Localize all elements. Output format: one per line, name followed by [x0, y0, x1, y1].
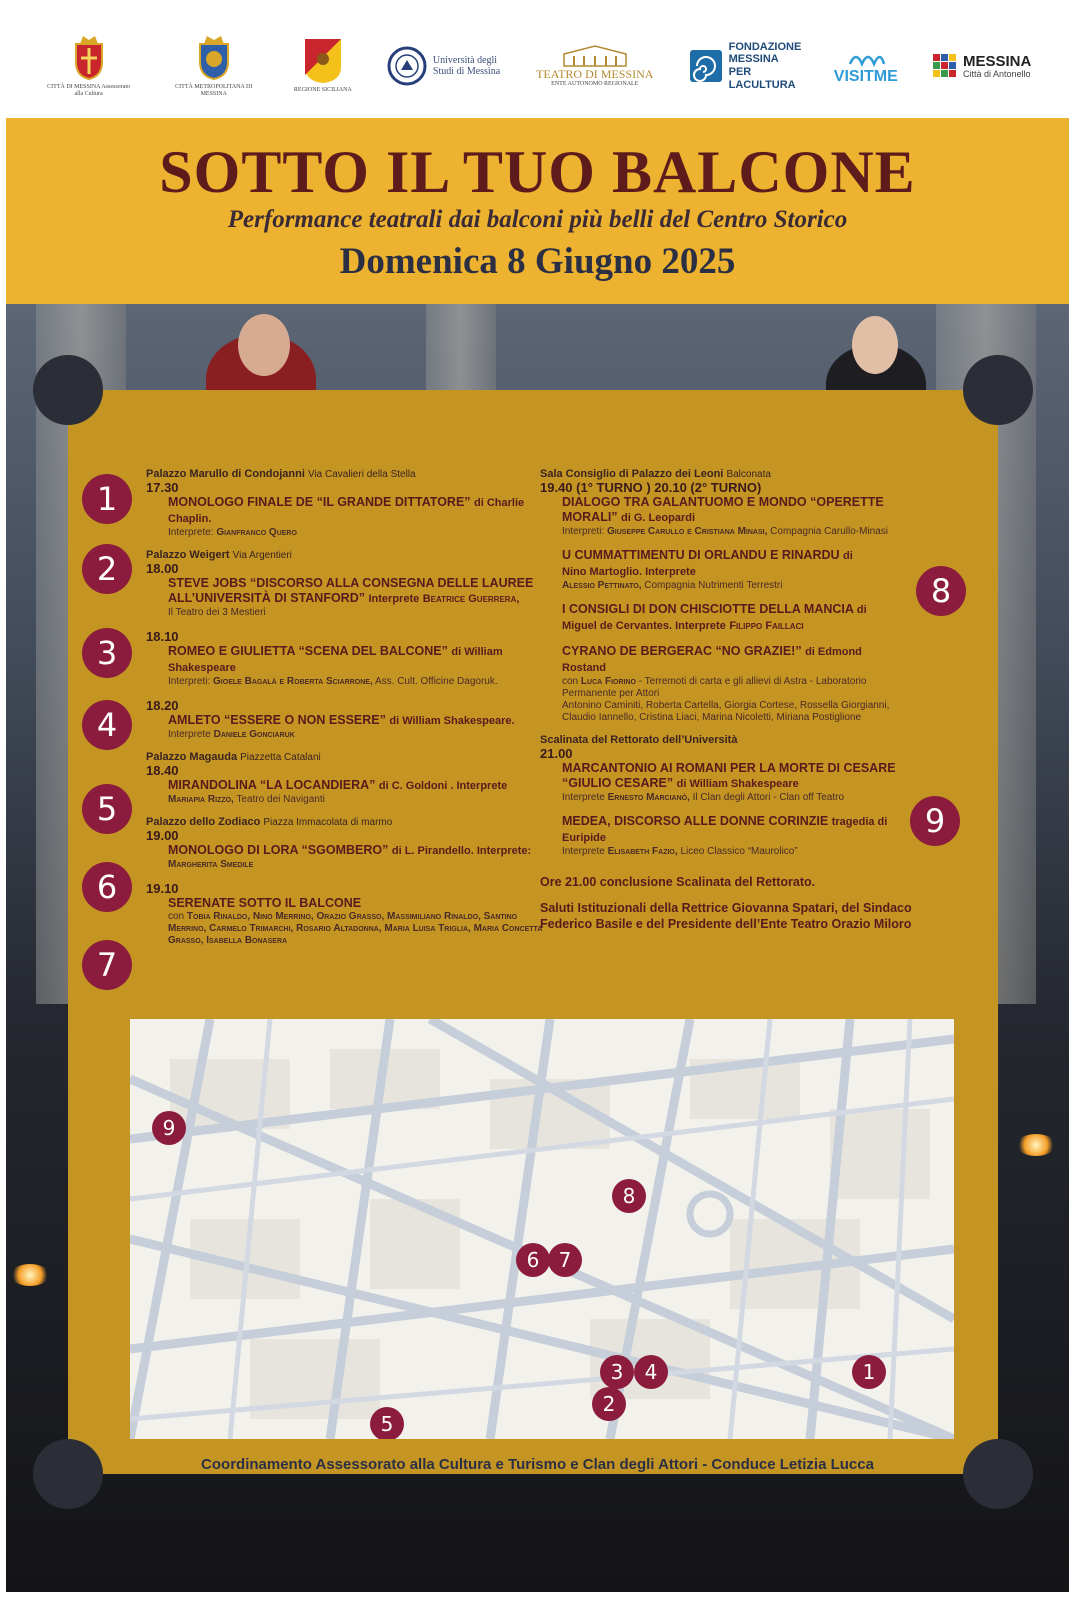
event-title [540, 644, 900, 676]
map-pin-2[interactable]: 2 [592, 1387, 626, 1421]
event-time: 19.40 (1° TURNO ) 20.10 (2° TURNO) [540, 480, 762, 495]
logo-text: MESSINA [962, 52, 1032, 70]
event-title-text: ROMEO E GIULIETTA “SCENA DEL BALCONE” [168, 644, 448, 658]
event-author: di William Shakespeare [676, 778, 799, 790]
event-title [540, 761, 900, 792]
venue-label: Palazzo dello Zodiaco [146, 816, 261, 828]
badge-7: 7 [82, 940, 132, 990]
event-3 [146, 629, 546, 688]
event-8a [540, 468, 940, 538]
credits-name: Filippo Faillaci [729, 620, 804, 632]
event-time: 21.00 [540, 746, 573, 761]
event-9a [540, 734, 900, 804]
event-title [146, 713, 546, 729]
event-title-text: I CONSIGLI DI DON CHISCIOTTE DELLA MANCIA [562, 602, 854, 616]
credits-company: Teatro dei Naviganti [236, 794, 325, 805]
actor-head [852, 316, 898, 374]
event-title-text: STEVE JOBS “DISCORSO ALLA CONSEGNA DELLE LAUREE ALL’UNIVERSITÀ DI STANFORD” [168, 576, 534, 605]
event-credits: Il Teatro dei 3 Mestieri [168, 607, 266, 618]
logo-citta-metropolitana [169, 34, 259, 98]
venue-label: Palazzo Magauda [146, 751, 238, 763]
credits-name: Alessio Pettinato, [562, 580, 642, 591]
event-time: 18.10 [146, 629, 179, 644]
credits-name: Giuseppe Carullo e Cristiana Minasi, [607, 526, 768, 537]
badge-3: 3 [82, 628, 132, 678]
map-pin-5[interactable]: 5 [370, 1407, 404, 1439]
event-author: di G. Leopardi [621, 512, 695, 524]
logo-text: TEATRO DI MESSINA [536, 66, 654, 81]
logo-messina-antonello [933, 54, 1031, 79]
venue-address: Via Argentieri [232, 550, 292, 561]
event-8c [540, 602, 900, 634]
credits-label: Interprete [562, 792, 605, 803]
credits-label: con [168, 911, 185, 922]
logo-caption: ENTE AUTONOMO REGIONALE [551, 81, 639, 88]
theatre-facade-icon [560, 44, 630, 68]
venue-name [540, 468, 940, 480]
venue-address: Balconata [726, 469, 771, 480]
event-credits [540, 792, 900, 804]
panel-notch [963, 1439, 1033, 1509]
event-title-text: MIRANDOLINA “LA LOCANDIERA” [168, 778, 376, 792]
event-title-text: MARCANTONIO AI ROMANI PER LA MORTE DI CESARE “GIULIO CESARE” [562, 761, 896, 790]
event-2 [146, 549, 546, 619]
page-title: SOTTO IL TUO BALCONE [159, 139, 916, 205]
credits-company: Liceo Classico “Maurolico” [680, 846, 798, 857]
badge-6: 6 [82, 862, 132, 912]
venue-name [146, 816, 546, 828]
event-credits [146, 527, 546, 539]
logo-bar [6, 14, 1069, 118]
venue-name [146, 549, 546, 561]
event-time: 17.30 [146, 480, 179, 495]
venue-label: Sala Consiglio di Palazzo dei Leoni [540, 468, 724, 480]
logo-text: Università degli Studi di Messina [432, 54, 501, 77]
event-title-text: CYRANO DE BERGERAC “NO GRAZIE!” [562, 644, 802, 658]
venue-address: Via Cavalieri della Stella [307, 469, 416, 480]
logo-unime [387, 46, 501, 86]
event-8b [540, 548, 880, 592]
credits-company: Ass. Cult. Officine Dagoruk. [374, 676, 498, 687]
logo-fondazione [689, 40, 802, 92]
event-credits [146, 859, 546, 871]
credits-name: Elisabeth Fazio, [607, 846, 678, 857]
event-title-text: MONOLOGO DI LORA “SGOMBERO” [168, 843, 389, 857]
logo-caption: REGIONE SICILIANA [293, 87, 352, 94]
credits-company: Il Clan degli Attori - Clan off Teatro [692, 792, 845, 803]
event-9b [540, 814, 900, 858]
event-title [146, 644, 546, 676]
credits-label: Interprete [168, 729, 211, 740]
badge-9: 9 [910, 796, 960, 846]
credits-label: Interpreti: [562, 526, 605, 537]
logo-citta-messina [44, 34, 134, 98]
event-title [540, 495, 940, 526]
event-credits [146, 794, 546, 806]
credits-company: Compagnia Nutrimenti Terrestri [644, 580, 783, 591]
credits-name: Daniele Gonciaruk [213, 729, 295, 740]
torch-icon [10, 1264, 50, 1286]
map-pin-4[interactable]: 4 [634, 1355, 668, 1389]
map-pin-6[interactable]: 6 [516, 1243, 550, 1277]
event-title-text: MEDEA, DISCORSO ALLE DONNE CORINZIE [562, 814, 829, 828]
waves-icon [846, 46, 886, 68]
event-credits [540, 676, 900, 700]
event-credits [146, 729, 546, 741]
page-subtitle: Performance teatrali dai balconi più belli del Centro Storico [227, 206, 848, 233]
credits-label: Interprete: [168, 527, 214, 538]
logo-visitme [834, 46, 898, 86]
event-time: 18.00 [146, 561, 179, 576]
torch-icon [1016, 1134, 1056, 1156]
event-author: di William Shakespeare. [389, 715, 515, 727]
actress-head [238, 314, 290, 376]
event-time: 18.20 [146, 698, 179, 713]
event-title [146, 778, 546, 794]
program-left-column [146, 468, 546, 957]
event-author: di C. Goldoni . Interprete [378, 780, 508, 792]
credits-label: Interprete [562, 846, 605, 857]
event-author: di Edmond Rostand [562, 646, 862, 674]
event-author: Interprete [368, 593, 420, 605]
coat-of-arms-icon [196, 34, 232, 80]
event-4 [146, 698, 546, 741]
logo-teatro-messina [536, 44, 653, 89]
event-8d [540, 644, 900, 724]
logo-regione-siciliana [294, 37, 352, 94]
event-title [540, 548, 880, 580]
credits-name: Margherita Smedile [168, 859, 254, 870]
footer-credits: Coordinamento Assessorato alla Cultura e Turismo e Clan degli Attori - Conduce Letizia Lucca [201, 1456, 874, 1473]
event-title [540, 814, 900, 846]
badge-5: 5 [82, 784, 132, 834]
event-author: tragedia di Euripide [562, 816, 888, 844]
event-time: 18.40 [146, 763, 179, 778]
event-credits [540, 526, 940, 538]
event-title [146, 896, 546, 911]
program-right-column [540, 468, 940, 942]
event-author: di Nino Martoglio. Interprete [562, 550, 853, 578]
spiral-icon [689, 49, 723, 83]
event-credits [146, 911, 546, 947]
event-author: di Charlie Chaplin. [168, 497, 525, 525]
badge-4: 4 [82, 700, 132, 750]
event-map[interactable] [130, 1019, 954, 1439]
event-title [146, 576, 546, 607]
badge-2: 2 [82, 544, 132, 594]
trinacria-shield-icon [303, 37, 343, 83]
logo-caption: CITTÀ METROPOLITANA DI MESSINA [175, 83, 253, 97]
credits-name: Ernesto Marcianò, [607, 792, 690, 803]
event-6 [146, 816, 546, 871]
event-title-text: U CUMMATTIMENTU DI ORLANDU E RINARDU [562, 548, 840, 562]
event-cast: Antonino Caminiti, Roberta Cartella, Giorgia Cortese, Rossella Giorgianni, Claudio Iannello, Cristina Liaci, Marina Nicoletti, Miriana Postiglione [562, 700, 890, 723]
logo-caption: CITTÀ DI MESSINA Assessorato alla Cultura [47, 83, 130, 97]
credits-name: Gianfranco Quero [216, 527, 297, 538]
event-date: Domenica 8 Giugno 2025 [339, 241, 736, 282]
event-credits [146, 676, 546, 688]
map-pin-1[interactable]: 1 [852, 1355, 886, 1389]
credits-label: con [562, 676, 579, 687]
map-pin-8[interactable]: 8 [612, 1179, 646, 1213]
badge-1: 1 [82, 474, 132, 524]
credits-name: Gioele Bagalà e Roberta Sciarrone, [213, 676, 373, 687]
panel-notch [33, 1439, 103, 1509]
logo-subtext: Città di Antonello [962, 68, 1031, 79]
event-time: 19.00 [146, 828, 179, 843]
venue-address: Piazza Immacolata di marmo [263, 817, 393, 828]
venue-name: Scalinata del Rettorato dell’Università [540, 734, 738, 746]
credits-name: Luca Fiorino [580, 676, 636, 687]
venue-address: Piazzetta Catalani [240, 752, 321, 763]
event-title-text: MONOLOGO FINALE DE “IL GRANDE DITTATORE” [168, 495, 471, 509]
event-credits [540, 580, 880, 592]
street-map [130, 1019, 954, 1439]
credits-label: Interpreti: [168, 676, 211, 687]
event-author: di William Shakespeare [168, 646, 503, 674]
closing-note: Ore 21.00 conclusione Scalinata del Rettorato. [540, 875, 816, 889]
coat-of-arms-icon [72, 34, 106, 80]
institutional-greetings: Saluti Istituzionali della Rettrice Giovanna Spatari, del Sindaco Federico Basile e del Presidente dell’Ente Teatro Orazio Miloro [540, 901, 912, 931]
venue-name [146, 751, 546, 763]
panel-notch [33, 355, 103, 425]
event-title [146, 495, 546, 527]
event-title-text: SERENATE SOTTO IL BALCONE [168, 896, 362, 910]
credits-name: Beatrice Guerrera, [422, 593, 520, 605]
header [6, 118, 1069, 304]
panel-notch [963, 355, 1033, 425]
event-time: 19.10 [146, 881, 179, 896]
map-pin-9[interactable]: 9 [152, 1111, 186, 1145]
event-credits [540, 846, 900, 858]
event-title [540, 602, 900, 634]
tiles-icon [933, 54, 957, 78]
event-title-text: AMLETO “ESSERE O NON ESSERE” [168, 713, 386, 727]
event-author: di L. Pirandello. Interprete: [391, 845, 532, 857]
event-author: di Miguel de Cervantes. Interprete [562, 604, 867, 632]
credits-name: Tobia Rinaldo, Nino Merrino, Orazio Grasso, Massimiliano Rinaldo, Santino Merrino, Carmelo Trimarchi, Rosario Altadonna, Maria Luisa Triglia, Maria Concetta Grasso, Isabella Bonasera [168, 911, 543, 946]
event-5 [146, 751, 546, 806]
credits-company: Compagnia Carullo-Minasi [770, 526, 888, 537]
poster [6, 14, 1069, 1592]
venue-name [146, 468, 546, 480]
logo-text: VISITME [833, 67, 898, 85]
logo-text: FONDAZIONE MESSINA PER LACULTURA [728, 40, 802, 91]
event-1 [146, 468, 546, 539]
map-pin-7[interactable]: 7 [548, 1243, 582, 1277]
university-seal-icon [387, 46, 427, 86]
event-title [146, 843, 546, 859]
venue-label: Palazzo Weigert [146, 549, 230, 561]
credits-company: - Terremoti di carta e gli allievi di Astra - Laboratorio Permanente per Attori [562, 676, 867, 699]
badge-8: 8 [916, 566, 966, 616]
venue-label: Palazzo Marullo di Condojanni [146, 468, 305, 480]
map-pin-3[interactable]: 3 [600, 1355, 634, 1389]
event-title-text: DIALOGO TRA GALANTUOMO E MONDO “OPERETTE MORALI” [562, 495, 884, 524]
credits-name: Mariapia Rizzo, [168, 794, 234, 805]
event-7 [146, 881, 546, 947]
